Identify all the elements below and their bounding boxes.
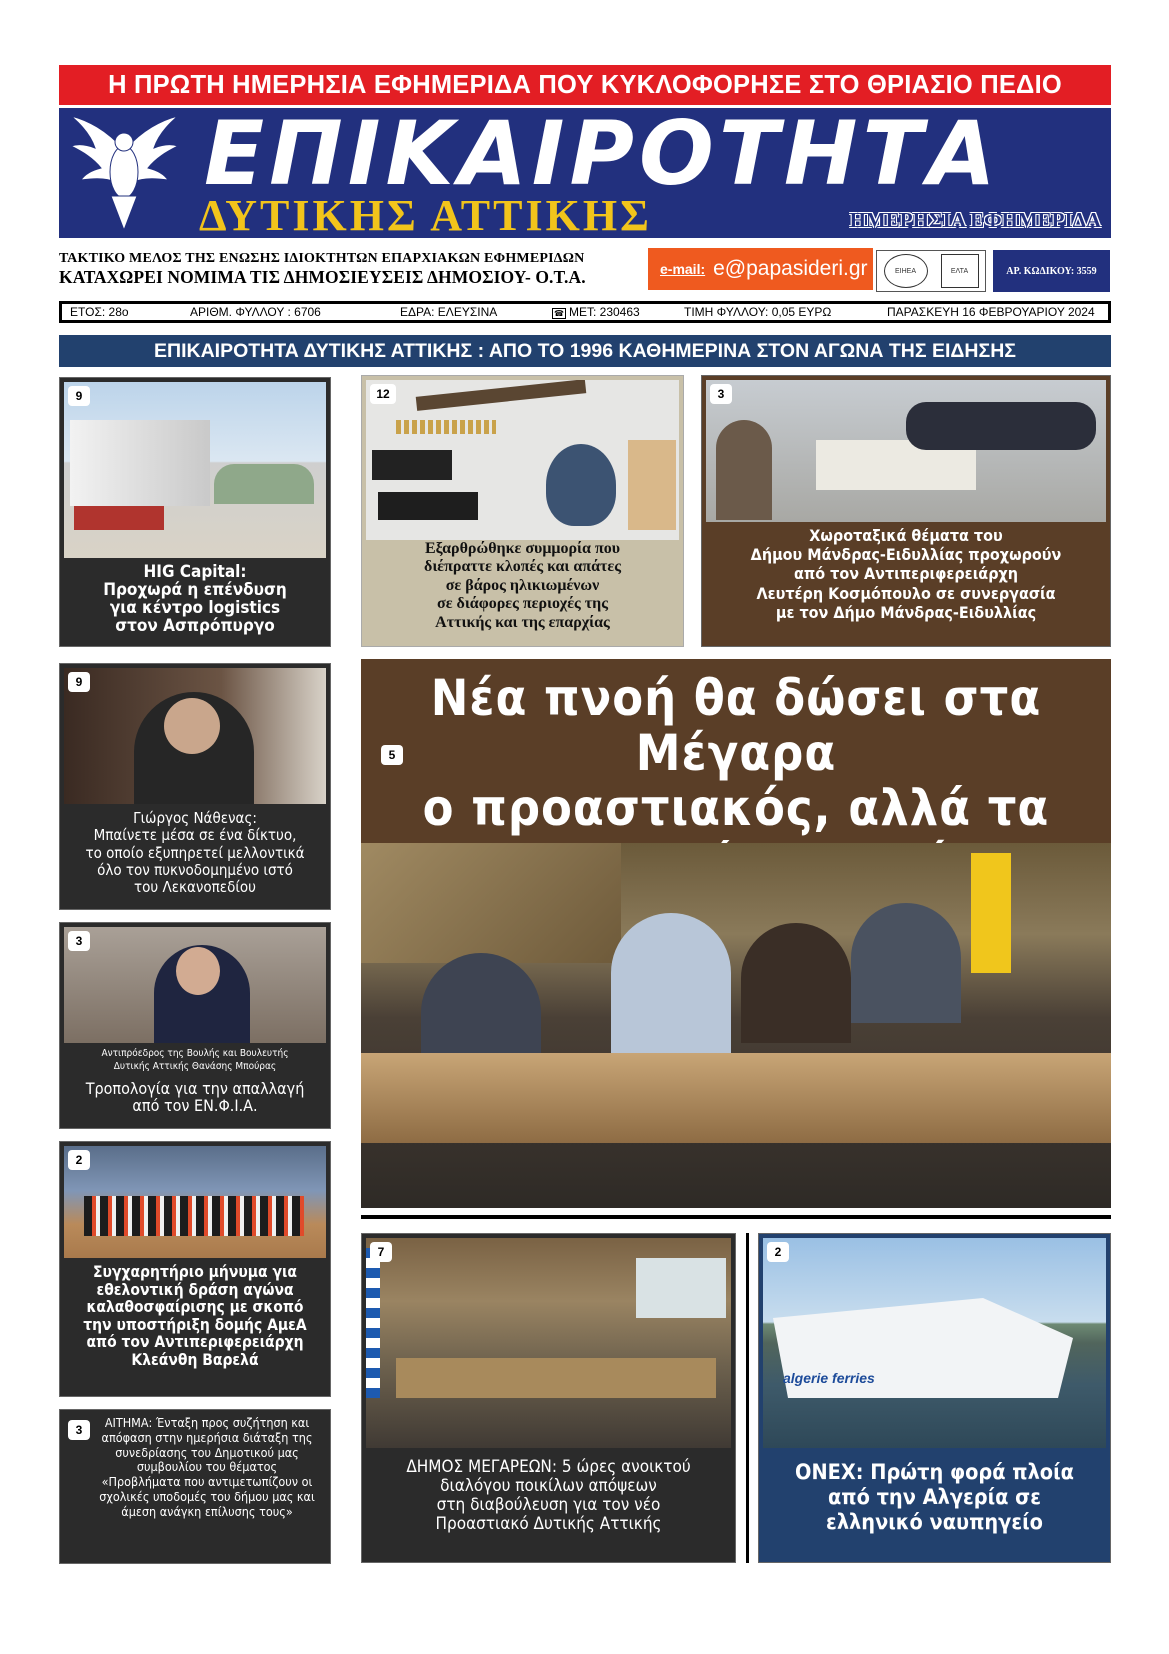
ship-name: algerie ferries [783,1370,875,1386]
story-subcaption [64,1047,326,1073]
caption-line: Συγχαρητήριο μήνυμα για [93,1263,297,1281]
email-box[interactable] [648,248,873,290]
caption-line: Αττικής και της επαρχίας [435,613,610,631]
flag-shape [971,853,1011,973]
police-emblem-shape [546,444,616,526]
caption-line: Προχωρά η επένδυση [103,579,287,600]
caption-line: καλαθοσφαίρισης με σκοπό [86,1298,304,1316]
caption-line: από τον Αντιπεριφερειάρχη [793,564,1019,584]
story-caption [64,1081,326,1115]
speaker-photo [64,668,326,804]
membership-line-2: ΚΑΤΑΧΩΡΕΙ ΝΟΜΙΜΑ ΤΙΣ ΔΗΜΟΣΙΕΥΣΕΙΣ ΔΗΜΟΣΙΟΥ- Ο.Τ.Α. [59,267,586,287]
postal-code-box: ΑΡ. ΚΩΔΙΚΟΥ: 3559 [993,250,1110,292]
fax-icon: ☎ [554,309,564,318]
players-shape [84,1196,304,1236]
page-badge: 7 [370,1242,392,1262]
newspaper-title: ΕΠΙΚΑΙΡΟΤΗΤΑ [204,108,1001,205]
caption-line: Τροπολογία για την απαλλαγή [85,1079,305,1098]
caption-line: Δήμου Μάνδρας-Ειδυλλίας προχωρούν [750,545,1062,565]
caption-line: στη διαβούλευση για τον νέο [436,1495,661,1516]
phones-shape [372,450,452,480]
caption-line: για κέντρο logistics [109,597,281,618]
person-shape [716,420,772,520]
story-caption [366,1458,731,1534]
section-divider [361,1215,1111,1219]
story-basketball[interactable] [59,1141,331,1397]
bullets-shape [396,420,496,434]
eagle-icon [67,110,182,235]
caption-line: ελληνικό ναυπηγείο [826,1510,1043,1536]
story-caption [706,526,1106,622]
association-logos [876,250,986,292]
ferry-photo [763,1238,1106,1448]
issue-date: ΠΑΡΑΣΚΕΥΗ 16 ΦΕΒΡΟΥΑΡΙΟΥ 2024 [887,305,1095,319]
masthead [59,108,1111,238]
caption-line: Μπαίνετε μέσα σε ένα δίκτυο, [93,826,297,845]
face-shape [164,698,220,754]
page-badge: 3 [710,384,732,404]
met-number: ☎ ΜΕΤ: 230463 [554,305,640,319]
story-gang-dismantled[interactable] [361,375,684,647]
headline-line: Νέα πνοή θα δώσει στα Μέγαρα [430,669,1042,782]
desk-shape [396,1358,716,1398]
trees-shape [214,464,314,504]
email-address[interactable]: e@papasideri.gr [713,257,868,280]
meeting-photo [706,380,1106,522]
caption-line: HIG Capital: [143,562,247,582]
page-badge: 9 [68,672,90,692]
person-shape [611,913,731,1053]
page-badge: 3 [68,931,90,951]
story-caption [366,540,679,632]
caption-line: του Λεκανοπεδίου [134,878,256,896]
person-shape [851,903,961,1023]
seized-items-photo [366,380,679,540]
icon-painting-shape [361,843,621,963]
story-megara-municipality[interactable] [361,1233,736,1563]
caption-line: την υποστήριξη δομής ΑμεΑ [83,1315,307,1334]
price: ΤΙΜΗ ΦΥΛΛΟΥ: 0,05 ΕΥΡΩ [684,305,832,319]
megara-meeting-photo [366,1238,731,1448]
caption-line: από τον ΕΝ.Φ.Ι.Α. [132,1095,258,1115]
logistics-photo [64,382,326,558]
caption-line: ΔΗΜΟΣ ΜΕΓΑΡΕΩΝ: 5 ώρες ανοικτού [406,1457,691,1477]
page-badge: 2 [68,1150,90,1170]
story-mpouras[interactable] [59,922,331,1129]
story-main-megara-suburban[interactable] [361,659,1111,1208]
caption-line: το οποίο εξυπηρετεί μελλοντικά [85,843,305,862]
caption-line: Χωροταξικά θέματα του [809,526,1003,545]
caption-line: Εξαρθρώθηκε συμμορία που [424,540,621,557]
top-banner: Η ΠΡΩΤΗ ΗΜΕΡΗΣΙΑ ΕΦΗΜΕΡΙΔΑ ΠΟΥ ΚΥΚΛΟΦΟΡΗΣΕ ΣΤΟ ΘΡΙΑΣΙΟ ΠΕΔΙΟ [59,65,1111,105]
caption-line: με τον Δήμο Μάνδρας-Ειδυλλίας [775,602,1037,622]
story-caption: ΑΙΤΗΜΑ: Ένταξη προς συζήτηση και απόφαση στην ημερήσια διάταξη της συνεδρίασης του Δημοτικού μας συμβουλίου του θέματος «Προβλήματα που αντιμετωπίζουν οι σχολικές υποδομές του δήμου μας και άμεση ανάγκη επίλυσης τους» [99,1415,315,1519]
people-shape [906,402,1096,450]
page-badge: 12 [370,384,396,404]
story-zoning-mandra[interactable] [701,375,1111,647]
council-meeting-photo [361,843,1111,1208]
warehouse-shape [70,420,210,506]
caption-line: Κλεάνθη Βαρελά [131,1350,259,1369]
story-nathenas[interactable] [59,663,331,910]
greek-flag-shape [366,1248,380,1398]
headline-line: ο προαστιακός, αλλά τα [422,779,1050,837]
caption-line: Προαστιακό Δυτικής Αττικής [435,1514,662,1535]
story-aitima[interactable] [59,1409,331,1564]
caption-line: Γιώργος Νάθενας: [133,809,257,827]
caption-line: σε διάφορες περιοχές της [437,595,608,613]
person-shape [741,923,851,1043]
issue-number: ΑΡΙΘΜ. ΦΥΛΛΟΥ : 6706 [190,305,321,319]
page-badge: 2 [767,1242,789,1262]
newspaper-subtitle: ΔΥΤΙΚΗΣ ΑΤΤΙΚΗΣ [199,191,652,238]
email-label: e-mail: [660,261,706,277]
rifle-shape [416,380,587,411]
caption-line: εθελοντική δράση αγώνα [96,1280,294,1299]
caption-line: Αντιπρόεδρος της Βουλής και Βουλευτής [101,1048,289,1059]
daily-tagline: ΗΜΕΡΗΣΙΑ ΕΦΗΜΕΡΙΔΑ [849,208,1101,232]
slogan-bar: ΕΠΙΚΑΙΡΟΤΗΤΑ ΔΥΤΙΚΗΣ ΑΤΤΙΚΗΣ : ΑΠΟ ΤΟ 1996 ΚΑΘΗΜΕΡΙΝΑ ΣΤΟΝ ΑΓΩΝΑ ΤΗΣ ΕΙΔΗΣΗΣ [59,335,1111,367]
parliament-photo [64,927,326,1043]
story-onex-shipyard[interactable] [758,1233,1111,1563]
caption-line: Λευτέρη Κοσμόπουλο σε συνεργασία [756,583,1056,603]
team-photo [64,1146,326,1258]
page-badge: 5 [381,745,403,765]
caption-line: όλο τον πυκνοδομημένο ιστό [97,860,293,879]
caption-line: σε βάρος ηλικιωμένων [445,576,600,594]
page-badge: 3 [68,1420,90,1440]
story-caption [64,564,326,635]
caption-line: στον Ασπρόπυργο [115,615,275,636]
seat: ΕΔΡΑ: ΕΛΕΥΣΙΝΑ [400,305,498,319]
membership-text [59,250,659,286]
caption-line: διέπραττε κλοπές και απάτες [424,558,621,576]
caption-line: ΟΝΕΧ: Πρώτη φορά πλοία [795,1460,1074,1485]
story-caption [763,1460,1106,1535]
elta-logo: ΕΛΤΑ [941,254,979,288]
page-badge: 9 [68,386,90,406]
membership-line-1: ΤΑΚΤΙΚΟ ΜΕΛΟΣ ΤΗΣ ΕΝΩΣΗΣ ΙΔΙΟΚΤΗΤΩΝ ΕΠΑΡΧΙΑΚΩΝ ΕΦΗΜΕΡΙΔΩΝ [59,251,585,266]
story-caption [64,1264,326,1369]
caption-line: από τον Αντιπεριφερειάρχη [86,1333,304,1351]
banknotes-shape [628,440,676,530]
phones-shape-2 [378,492,478,520]
year: ΕΤΟΣ: 28ο [70,305,129,319]
trucks-shape [74,506,164,530]
caption-line: διαλόγου ποικίλων απόψεων [440,1476,657,1497]
story-caption [64,810,326,896]
screen-shape [636,1258,726,1318]
caption-line: από την Αλγερία σε [827,1485,1042,1511]
face-shape [176,947,220,995]
info-bar [59,301,1111,323]
desk-shape [361,1053,1111,1143]
column-divider [746,1233,749,1563]
caption-line: Δυτικής Αττικής Θανάσης Μπούρας [113,1061,277,1072]
story-hig-capital[interactable] [59,377,331,647]
eiiea-logo: ΕΙΗΕΑ [884,254,928,288]
